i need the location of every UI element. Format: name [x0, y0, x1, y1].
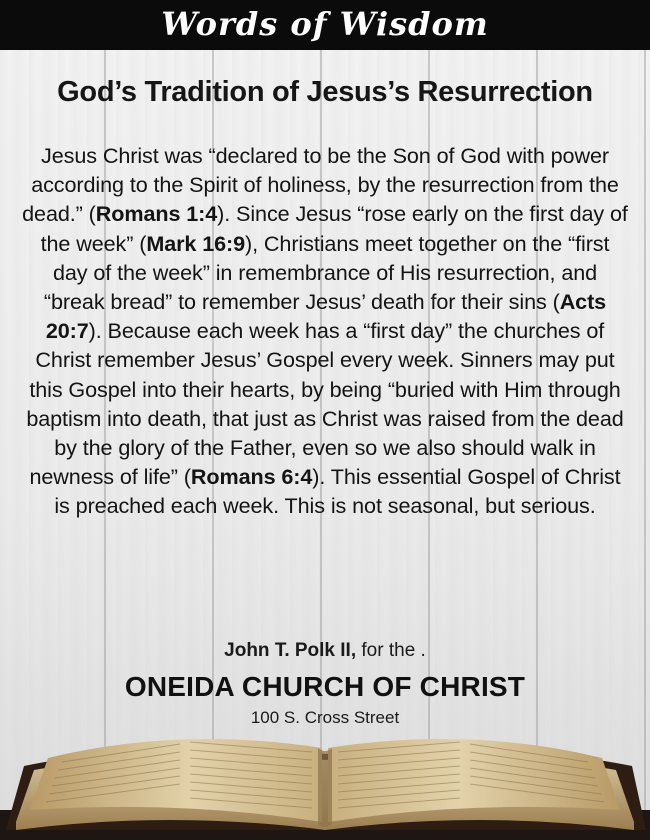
scripture-reference: Acts 20:7 — [45, 289, 607, 344]
signature-suffix: for the . — [356, 640, 426, 661]
scripture-reference: Romans 1:4 — [95, 201, 218, 227]
body-segment: ). Since Jesus “rose early on the first day of the week” ( — [40, 201, 628, 256]
body-segment: ). Because each week has a “first day” the churches of Christ remember Jesus’ Gospel every week. Sinners may put this Gospel into their hearts, by being “buried with Him through baptism into death, that just as Christ was raised from the dead by the glory of the Father, even so we also should walk in newness of life” ( — [26, 318, 624, 490]
banner-heading: Words of Wisdom — [0, 0, 650, 50]
scripture-reference: Romans 6:4 — [190, 464, 313, 490]
scripture-reference: Mark 16:9 — [146, 230, 246, 256]
church-address: 100 S. Cross Street — [250, 708, 400, 727]
church-name: ONEIDA CHURCH OF CHRIST — [124, 671, 526, 702]
author-name: John T. Polk II, — [224, 640, 357, 661]
signature-line — [0, 640, 650, 662]
body-segment: ). This essential Gospel of Christ is preached each week. This is not seasonal, but serious. — [54, 464, 621, 519]
open-bible-image — [0, 718, 650, 840]
article-body — [22, 141, 628, 521]
body-segment: Jesus Christ was “declared to be the Son of God with power according to the Spirit of holiness, by the resurrection from the dead.” ( — [22, 143, 619, 227]
article-title: God’s Tradition of Jesus’s Resurrection — [57, 76, 593, 108]
body-segment: ), Christians meet together on the “first day of the week” in remembrance of His resurrection, and “break bread” to remember Jesus’ death for their sins ( — [43, 230, 610, 315]
